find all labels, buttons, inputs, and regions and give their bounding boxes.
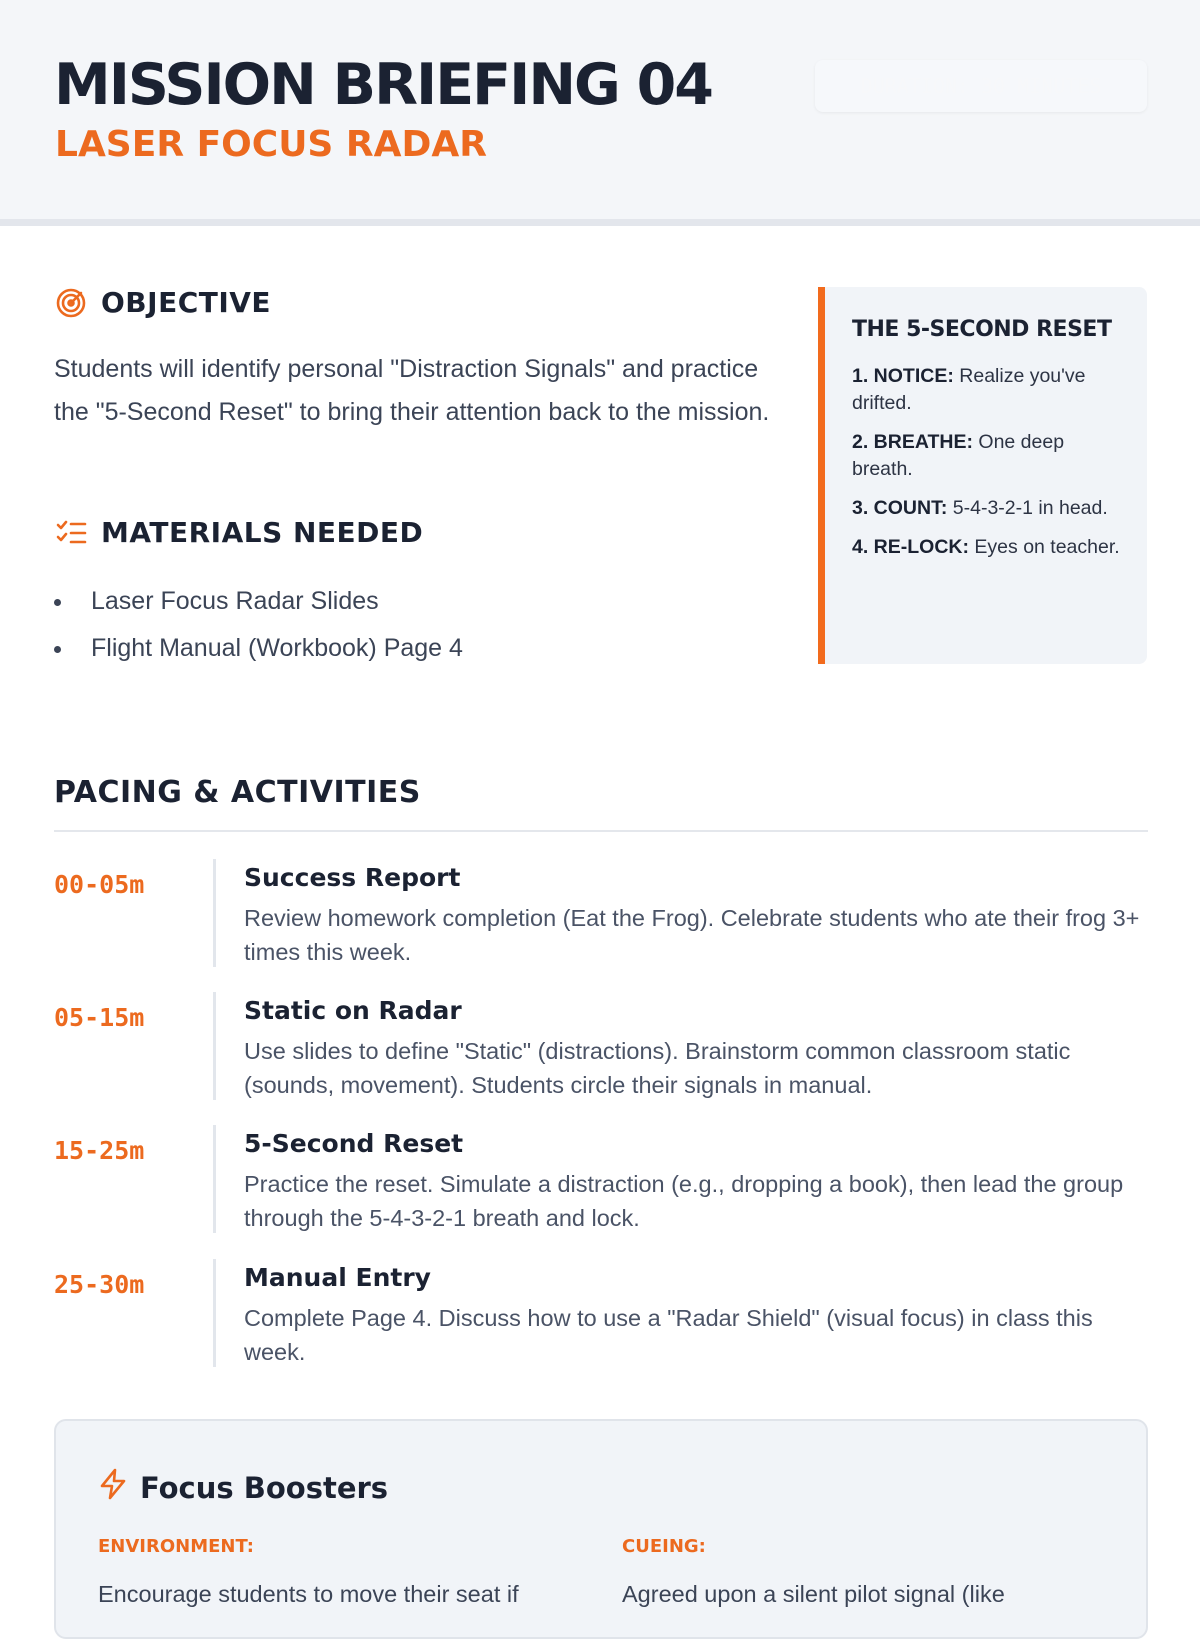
environment-text: Encourage students to move their seat if (98, 1581, 519, 1607)
boosters-heading (98, 1468, 388, 1507)
activity-description: Complete Page 4. Discuss how to use a "Radar Shield" (visual focus) in class this week. (244, 1305, 1093, 1365)
list-item: Flight Manual (Workbook) Page 4 (54, 625, 463, 672)
objective-text: Students will identify personal "Distraction Signals" and practice the "5-Second Reset" to bring their attention back to the mission. (54, 355, 770, 426)
materials-heading-label: MATERIALS NEEDED (101, 516, 424, 549)
pacing-heading: PACING & ACTIVITIES (54, 775, 421, 810)
pacing-time: 00-05m (54, 870, 145, 899)
divider (54, 830, 1148, 832)
activity-description: Review homework completion (Eat the Frog). Celebrate students who ate their frog 3+ times this week. (244, 905, 1140, 965)
duration-badge: DURATION: 30 MINUTES (815, 60, 1147, 112)
activity-description: Use slides to define "Static" (distractions). Brainstorm common classroom static (sounds, movement). Students circle their signals in manual. (244, 1038, 1071, 1098)
cueing-label: CUEING: (622, 1536, 706, 1557)
activity-title: Success Report (244, 863, 461, 892)
pacing-time: 15-25m (54, 1136, 145, 1165)
pacing-row (54, 1125, 1148, 1235)
activity-title: 5-Second Reset (244, 1129, 464, 1158)
pacing-row (54, 992, 1148, 1102)
timeline-bar (213, 1125, 216, 1233)
pacing-time: 05-15m (54, 1003, 145, 1032)
checklist-icon (54, 516, 87, 549)
reset-step-text: One deep breath. (852, 431, 1065, 480)
pacing-row (54, 1259, 1148, 1369)
reset-step (852, 495, 1123, 522)
reset-step (852, 363, 1123, 417)
radar-target-icon (54, 286, 87, 319)
header (0, 0, 1200, 226)
timeline-bar (213, 1259, 216, 1367)
pacing-time: 25-30m (54, 1270, 145, 1299)
focus-boosters-panel (54, 1419, 1148, 1639)
reset-step-text: Eyes on teacher. (974, 536, 1120, 558)
reset-step (852, 429, 1123, 483)
list-item: Laser Focus Radar Slides (54, 578, 463, 625)
reset-step-text: Realize you've drifted. (852, 365, 1086, 414)
objective-heading-label: OBJECTIVE (101, 286, 272, 319)
reset-step-text: 5-4-3-2-1 in head. (952, 497, 1108, 519)
reset-callout (818, 287, 1147, 664)
reset-step-label: 3. COUNT: (852, 497, 948, 519)
pacing-row (54, 859, 1148, 969)
materials-list (54, 578, 463, 672)
reset-step (852, 534, 1123, 561)
activity-description: Practice the reset. Simulate a distraction (e.g., dropping a book), then lead the group through the 5-4-3-2-1 breath and lock. (244, 1171, 1124, 1231)
reset-step-label: 1. NOTICE: (852, 365, 954, 387)
reset-step-label: 2. BREATHE: (852, 431, 973, 453)
reset-step-label: 4. RE-LOCK: (852, 536, 969, 558)
activity-title: Static on Radar (244, 996, 462, 1025)
timeline-bar (213, 859, 216, 967)
timeline-bar (213, 992, 216, 1100)
page-subtitle: LASER FOCUS RADAR (55, 124, 487, 165)
environment-label: ENVIRONMENT: (98, 1536, 254, 1557)
materials-heading (54, 516, 423, 549)
cueing-text: Agreed upon a silent pilot signal (like (622, 1581, 1005, 1607)
objective-heading (54, 286, 271, 319)
reset-title: THE 5-SECOND RESET (852, 317, 1112, 342)
activity-title: Manual Entry (244, 1263, 431, 1292)
lightning-bolt-icon (98, 1468, 128, 1507)
boosters-heading-label: Focus Boosters (140, 1470, 389, 1505)
page-title: MISSION BRIEFING 04 (54, 52, 712, 118)
